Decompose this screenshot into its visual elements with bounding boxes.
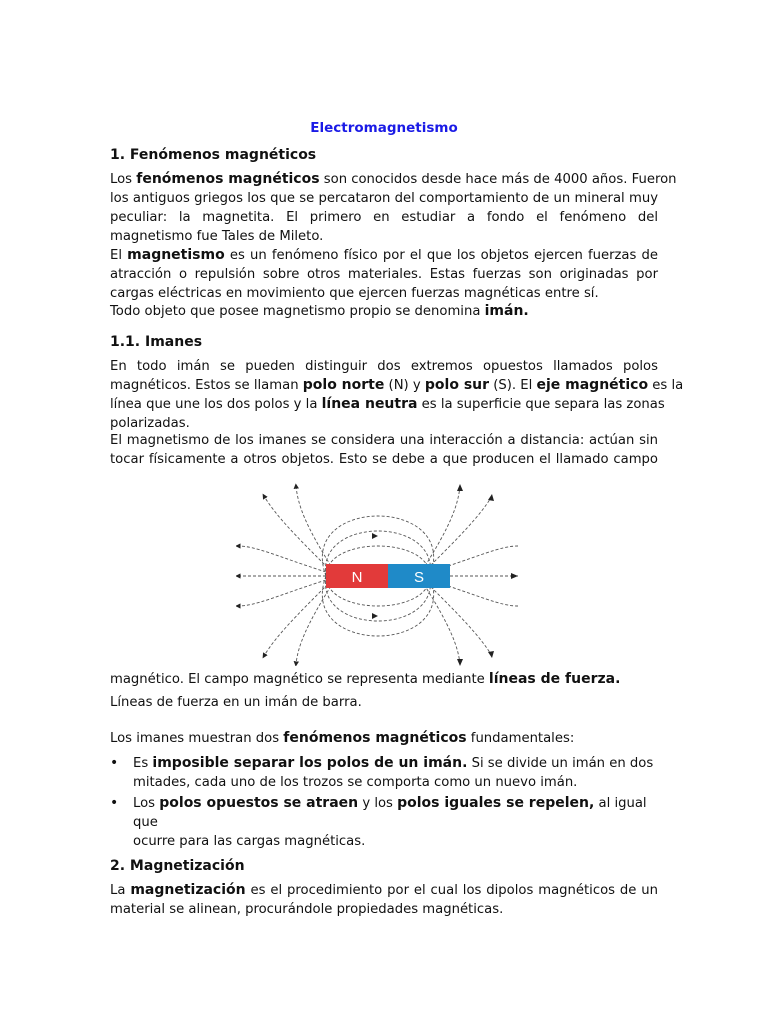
text-run: (S). El (489, 378, 537, 393)
text-run: Si se divide un imán en dos (467, 756, 654, 771)
text-line: polarizadas. (110, 416, 190, 431)
magnet-south-label: S (413, 569, 425, 586)
text-run: Los (110, 172, 137, 187)
paragraph-fenomenos-intro (110, 170, 677, 246)
field-line (428, 496, 492, 568)
field-arrow (457, 659, 463, 666)
bold-term: magnetismo (127, 247, 225, 263)
section-heading-imanes: 1.1. Imanes (110, 334, 203, 350)
field-arrow (488, 494, 494, 501)
field-arrow (511, 573, 518, 579)
text-run: (N) y (384, 378, 425, 393)
text-line: En todo imán se pueden distinguir dos extremos opuestos llamados polos (110, 359, 658, 374)
text-line: cargas eléctricas en movimiento que ejercen fuerzas magnéticas entre sí. (110, 286, 599, 301)
paragraph-iman-def (110, 302, 658, 321)
bold-term: imposible separar los polos de un imán. (152, 755, 468, 771)
section-heading-fenomenos: 1. Fenómenos magnéticos (110, 147, 317, 163)
bar-magnet-field-figure (236, 476, 520, 666)
paragraph-interaccion (110, 431, 658, 469)
bold-term: fenómenos magnéticos (136, 171, 320, 187)
document-title: Electromagnetismo (310, 120, 458, 136)
bold-term: fenómenos magnéticos (283, 730, 467, 746)
paragraph-magnetizacion (110, 881, 658, 919)
field-line (264, 584, 328, 656)
paragraph-lineas-fuerza (110, 670, 658, 689)
field-line (238, 580, 326, 606)
text-line: magnetismo fue Tales de Mileto. (110, 229, 324, 244)
paragraph-fenomenos-fundamentales (110, 729, 658, 748)
field-line (264, 496, 328, 568)
text-line: material se alinean, procurándole propiedades magnéticas. (110, 902, 504, 917)
text-run: fundamentales: (466, 731, 575, 746)
text-run: La (110, 883, 131, 898)
text-run: magnético. El campo magnético se representa mediante (110, 672, 489, 687)
figure-caption (110, 693, 658, 712)
text-run: El (110, 248, 128, 263)
bold-term: polos iguales se repelen, (397, 795, 595, 811)
field-arrow (372, 613, 378, 619)
text-run: Los imanes muestran dos (110, 731, 284, 746)
text-run: línea que une los dos polos y la (110, 397, 322, 412)
text-line: Líneas de fuerza en un imán de barra. (110, 695, 362, 710)
text-run: Es (133, 756, 153, 771)
text-line: los antiguos griegos los que se percataron del comportamiento de un mineral muy (110, 191, 658, 206)
text-line: ocurre para las cargas magnéticas. (133, 834, 366, 849)
bold-term: magnetización (130, 882, 246, 898)
text-run: Los (133, 796, 160, 811)
bold-term: polo sur (424, 377, 490, 393)
field-line (428, 584, 492, 656)
text-run: es la (648, 378, 684, 393)
bold-term: imán. (484, 303, 529, 319)
section-heading-magnetizacion: 2. Magnetización (110, 858, 245, 874)
text-run: al igual que (133, 796, 647, 830)
paragraph-magnetismo-def (110, 246, 658, 303)
text-run: es la superficie que separa las zonas (417, 397, 665, 412)
list-item (110, 754, 658, 792)
text-run: es el procedimiento por el cual los dipolos magnéticos de un (245, 883, 659, 898)
bold-term: eje magnético (536, 377, 649, 393)
paragraph-polos (110, 357, 684, 433)
text-run: magnéticos. Estos se llaman (110, 378, 303, 393)
bold-term: línea neutra (321, 396, 418, 412)
field-arrow (488, 651, 494, 658)
text-line: atracción o repulsión sobre otros materiales. Estas fuerzas son originadas por (110, 267, 658, 282)
text-run: y los (358, 796, 398, 811)
bold-term: líneas de fuerza. (488, 671, 621, 687)
bold-term: polos opuestos se atraen (159, 795, 359, 811)
text-run: es un fenómeno físico por el que los objetos ejercen fuerzas de (224, 248, 658, 263)
text-line: tocar físicamente a otros objetos. Esto se debe a que producen el llamado campo (110, 452, 658, 467)
bold-term: polo norte (302, 377, 385, 393)
text-line: peculiar: la magnetita. El primero en estudiar a fondo el fenómeno del (110, 210, 658, 225)
text-run: Todo objeto que posee magnetismo propio se denomina (110, 304, 485, 319)
text-line: El magnetismo de los imanes se considera una interacción a distancia: actúan sin (110, 433, 658, 448)
text-run: son conocidos desde hace más de 4000 años. Fueron (319, 172, 677, 187)
bullet-list (110, 754, 658, 853)
field-line (238, 546, 326, 572)
field-arrow (372, 533, 378, 539)
list-item (110, 794, 658, 851)
field-line (425, 586, 460, 664)
text-line: mitades, cada uno de los trozos se comporta como un nuevo imán. (133, 775, 578, 790)
field-line (296, 586, 331, 664)
field-arrow (457, 484, 463, 491)
magnet-north-label: N (351, 569, 363, 586)
